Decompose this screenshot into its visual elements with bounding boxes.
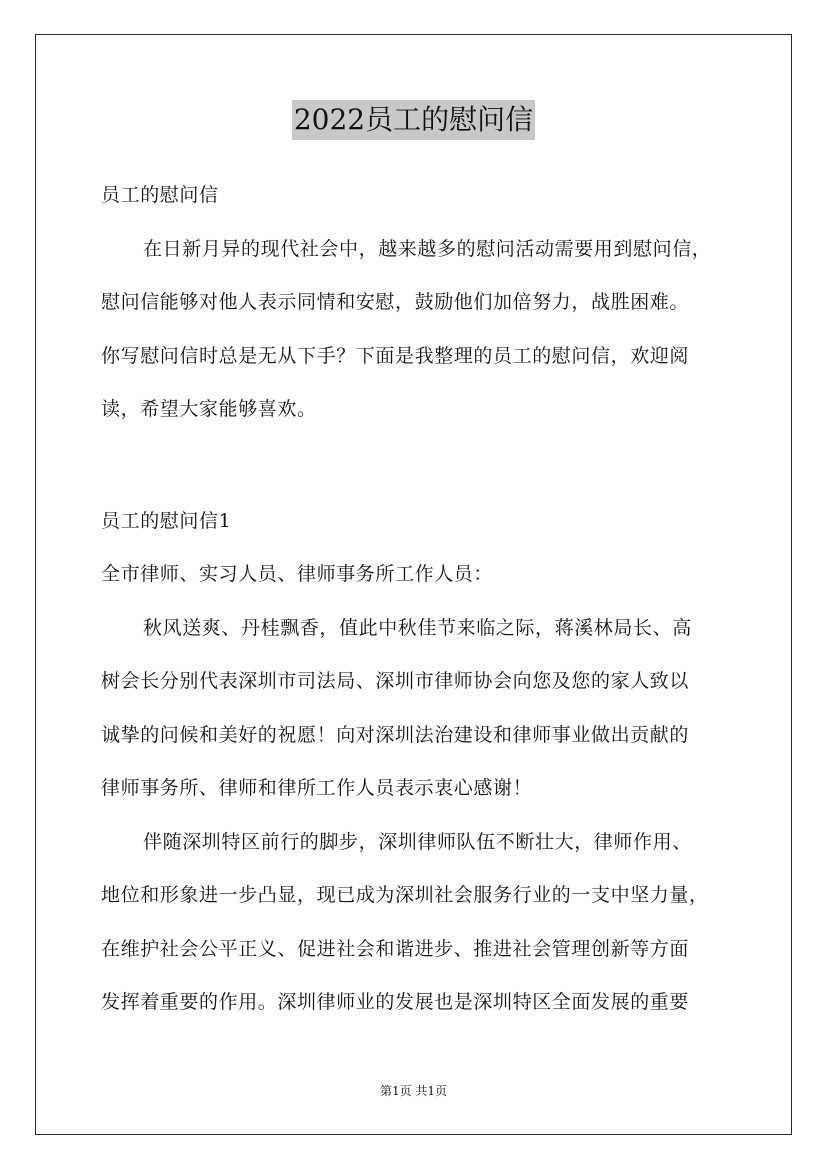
paragraph1-line-1: 秋风送爽、丹桂飘香，值此中秋佳节来临之际，蒋溪林局长、高	[143, 617, 692, 639]
section-heading: 员工的慰问信1	[101, 510, 232, 532]
paragraph1-line-2: 树会长分别代表深圳市司法局、深圳市律师协会向您及您的家人致以	[101, 670, 690, 692]
paragraph2-line-4: 发挥着重要的作用。深圳律师业的发展也是深圳特区全面发展的重要	[101, 991, 690, 1013]
salutation: 全市律师、实习人员、律师事务所工作人员：	[101, 563, 494, 585]
page-footer: 第1页 共1页	[379, 1084, 448, 1098]
paragraph2-line-2: 地位和形象进一步凸显，现已成为深圳社会服务行业的一支中坚力量，	[101, 884, 709, 906]
intro-line-3: 你写慰问信时总是无从下手？下面是我整理的员工的慰问信，欢迎阅	[101, 345, 690, 367]
paragraph2-line-3: 在维护社会公平正义、促进社会和谐进步、推进社会管理创新等方面	[101, 938, 690, 960]
intro-line-1: 在日新月异的现代社会中，越来越多的慰问活动需要用到慰问信，	[143, 238, 712, 260]
intro-line-4: 读，希望大家能够喜欢。	[101, 398, 317, 420]
title-container	[0, 100, 827, 140]
paragraph1-line-4: 律师事务所、律师和律所工作人员表示衷心感谢！	[101, 777, 533, 799]
document-title: 2022员工的慰问信	[292, 100, 535, 140]
paragraph2-line-1: 伴随深圳特区前行的脚步，深圳律师队伍不断壮大，律师作用、	[143, 831, 692, 853]
document-subtitle: 员工的慰问信	[101, 184, 219, 206]
intro-line-2: 慰问信能够对他人表示同情和安慰，鼓励他们加倍努力，战胜困难。	[101, 291, 690, 313]
paragraph1-line-3: 诚挚的问候和美好的祝愿！向对深圳法治建设和律师事业做出贡献的	[101, 724, 690, 746]
